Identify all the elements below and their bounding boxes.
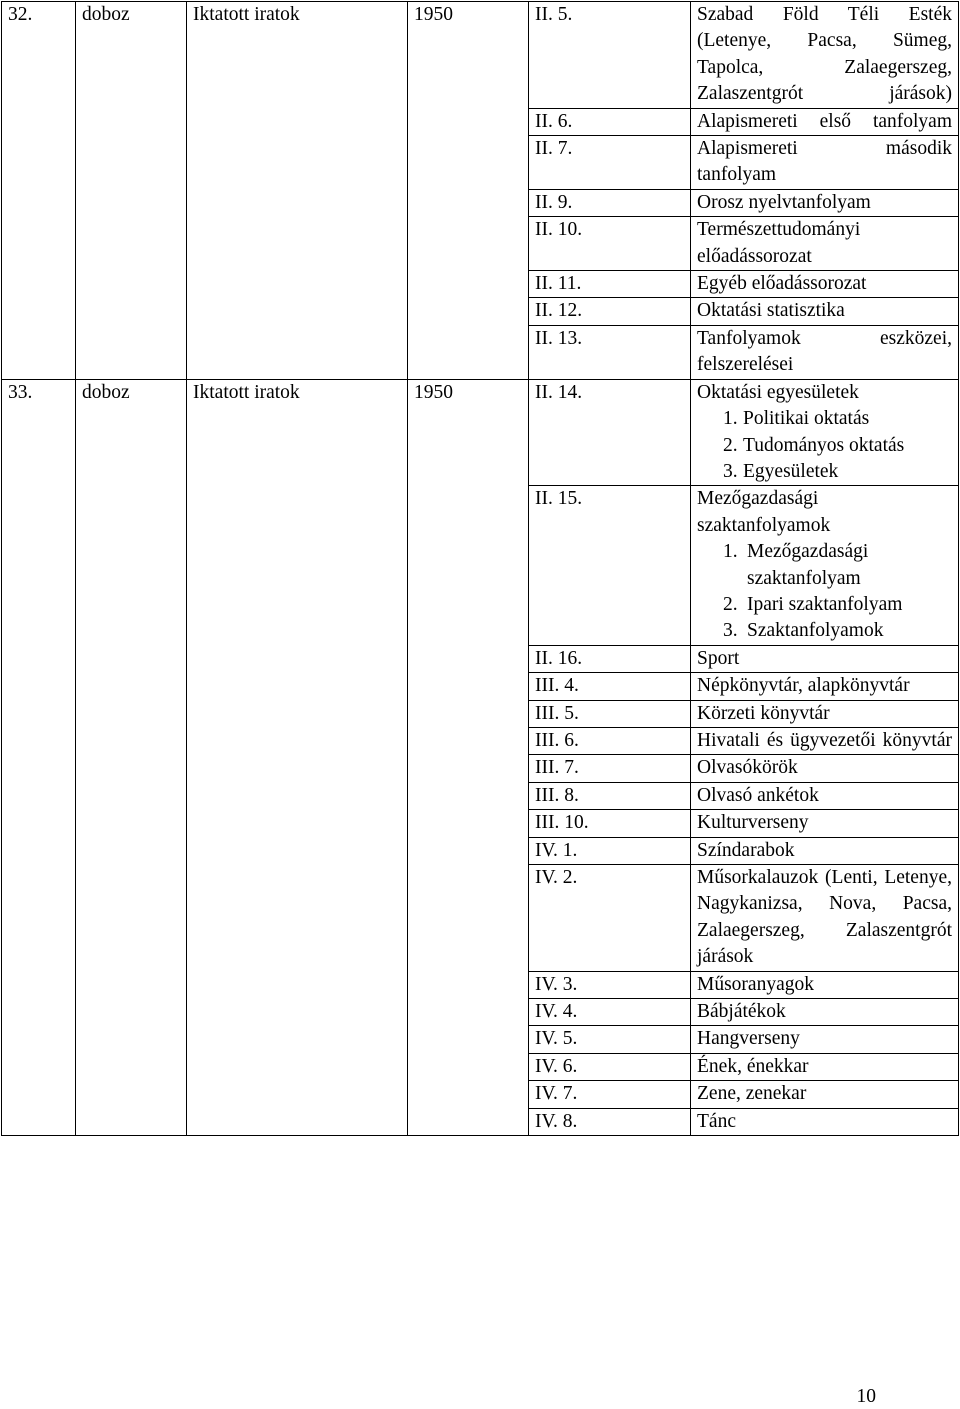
file-description: Orosz nyelvtanfolyam [697, 191, 871, 213]
file-description-cell [691, 673, 959, 700]
file-code: II. 13. [535, 327, 583, 349]
file-code: II. 15. [535, 488, 583, 510]
file-description-cell [691, 298, 959, 325]
file-description: Népkönyvtár, alapkönyvtár [697, 675, 910, 697]
file-code: II. 11. [535, 273, 582, 295]
record-year: 1950 [414, 4, 453, 25]
record-type-cell [187, 2, 408, 380]
box-unit-cell [76, 2, 187, 380]
archive-inventory-table [1, 1, 959, 1136]
file-description-cell [691, 700, 959, 727]
file-code: IV. 1. [535, 839, 578, 861]
file-code: IV. 2. [535, 867, 578, 888]
file-description-cell [691, 782, 959, 809]
record-year-cell [408, 379, 529, 1135]
file-code: III. 10. [535, 812, 589, 834]
file-code-cell [529, 325, 691, 379]
file-description-cell [691, 189, 959, 216]
file-description-cell [691, 2, 959, 109]
record-type-cell [187, 379, 408, 1135]
sub-item [697, 592, 958, 618]
file-description: Körzeti könyvtár [697, 702, 830, 724]
file-code-cell [529, 673, 691, 700]
sub-item-number: 2. [723, 434, 738, 456]
box-number: 33. [8, 381, 33, 403]
file-code-cell [529, 217, 691, 271]
box-number-cell [2, 2, 76, 380]
file-description: Tanfolyamok eszközei, felszerelései [697, 327, 952, 376]
sub-item-text: Tudományos oktatás [743, 434, 905, 456]
sub-item-text: Mezőgazdasági szaktanfolyam [747, 541, 869, 589]
box-unit: doboz [82, 381, 130, 403]
file-code: II. 14. [535, 381, 583, 403]
file-code: IV. 5. [535, 1028, 578, 1050]
file-description-cell [691, 865, 959, 972]
file-code: IV. 8. [535, 1110, 578, 1132]
file-code-cell [529, 2, 691, 109]
page-number: 10 [856, 1386, 876, 1407]
sub-item-number: 1. [723, 408, 738, 430]
file-description: Mezőgazdasági szaktanfolyamok [697, 488, 831, 536]
file-description-cell [691, 1081, 959, 1108]
record-type: Iktatott iratok [193, 381, 300, 403]
file-code-cell [529, 971, 691, 998]
file-description-cell [691, 136, 959, 190]
file-description: Színdarabok [697, 839, 795, 861]
sub-item-text: Szaktanfolyamok [747, 620, 884, 642]
file-code: III. 8. [535, 784, 579, 806]
file-description-cell [691, 379, 959, 486]
record-type: Iktatott iratok [193, 4, 300, 25]
sub-item [697, 618, 958, 644]
file-description-cell [691, 971, 959, 998]
file-description-cell [691, 1053, 959, 1080]
sub-item-text: Ipari szaktanfolyam [747, 593, 903, 615]
file-description: Természettudományi előadássorozat [697, 219, 861, 267]
file-description: Olvasó ankétok [697, 784, 819, 806]
file-description: Sport [697, 647, 740, 669]
sub-item-text: Politikai oktatás [743, 408, 870, 430]
file-code-cell [529, 1081, 691, 1108]
file-code-cell [529, 755, 691, 782]
file-code-cell [529, 1026, 691, 1053]
file-code: III. 7. [535, 757, 579, 779]
file-code: IV. 6. [535, 1055, 578, 1077]
file-code: II. 5. [535, 4, 573, 25]
file-description-cell [691, 999, 959, 1026]
file-code-cell [529, 865, 691, 972]
file-description-cell [691, 271, 959, 298]
file-description-cell [691, 810, 959, 837]
file-code: III. 4. [535, 675, 579, 697]
file-code: II. 12. [535, 300, 583, 322]
file-code-cell [529, 782, 691, 809]
file-description: Alapismereti második tanfolyam [697, 138, 952, 186]
file-description: Alapismereti első tanfolyam [697, 110, 952, 132]
file-code-cell [529, 999, 691, 1026]
file-code: IV. 7. [535, 1083, 578, 1105]
sub-item [697, 539, 958, 592]
file-description-cell [691, 217, 959, 271]
file-code-cell [529, 645, 691, 672]
file-code-cell [529, 379, 691, 486]
table-row [2, 379, 959, 486]
file-description: Hivatali és ügyvezetői könyvtár [697, 729, 952, 751]
box-unit: doboz [82, 4, 130, 25]
file-description: Műsoranyagok [697, 973, 814, 995]
file-code: II. 16. [535, 647, 583, 669]
file-description-cell [691, 1108, 959, 1135]
file-code: III. 5. [535, 702, 579, 724]
file-code: III. 6. [535, 729, 579, 751]
file-code-cell [529, 727, 691, 754]
file-description-cell [691, 486, 959, 645]
file-description: Bábjátékok [697, 1001, 786, 1023]
file-description-cell [691, 837, 959, 864]
file-code: IV. 3. [535, 973, 578, 995]
file-code: IV. 4. [535, 1001, 578, 1023]
file-description-cell [691, 727, 959, 754]
file-description-cell [691, 645, 959, 672]
sub-item-text: Egyesületek [743, 460, 839, 482]
file-code-cell [529, 486, 691, 645]
file-code: II. 6. [535, 110, 573, 132]
file-code-cell [529, 1108, 691, 1135]
sub-item [697, 433, 958, 459]
file-code-cell [529, 108, 691, 135]
file-description-cell [691, 1026, 959, 1053]
file-code-cell [529, 271, 691, 298]
file-code: II. 10. [535, 219, 583, 241]
box-unit-cell [76, 379, 187, 1135]
file-description: Oktatási statisztika [697, 300, 845, 322]
sub-item [697, 459, 958, 485]
file-description: Szabad Föld Téli Esték (Letenye, Pacsa, Sümeg, Tapolca, Zalaegerszeg, Zalaszentgrót járások) [697, 4, 952, 105]
box-number: 32. [8, 4, 33, 25]
file-code-cell [529, 837, 691, 864]
file-description-cell [691, 108, 959, 135]
record-year-cell [408, 2, 529, 380]
sub-item-number: 1. [723, 541, 738, 563]
record-year: 1950 [414, 381, 453, 403]
sub-item [697, 406, 958, 432]
file-code-cell [529, 700, 691, 727]
box-number-cell [2, 379, 76, 1135]
file-code: II. 7. [535, 138, 573, 160]
file-description: Oktatási egyesületek [697, 381, 859, 403]
table-row [2, 2, 959, 109]
file-description: Egyéb előadássorozat [697, 273, 867, 295]
file-description-cell [691, 325, 959, 379]
file-code-cell [529, 810, 691, 837]
file-description: Műsorkalauzok (Lenti, Letenye, Nagykanizsa, Nova, Pacsa, Zalaegerszeg, Zalaszentgrót járások [697, 867, 952, 968]
sub-item-number: 2. [723, 593, 738, 615]
file-description: Kulturverseny [697, 812, 809, 834]
file-code-cell [529, 136, 691, 190]
sub-item-number: 3. [723, 620, 738, 642]
file-description: Tánc [697, 1110, 736, 1132]
file-description: Zene, zenekar [697, 1083, 807, 1105]
file-description: Ének, énekkar [697, 1055, 809, 1077]
file-code: II. 9. [535, 191, 573, 213]
sub-item-number: 3. [723, 460, 738, 482]
file-description: Olvasókörök [697, 757, 798, 779]
file-description-cell [691, 755, 959, 782]
file-code-cell [529, 298, 691, 325]
file-code-cell [529, 1053, 691, 1080]
file-description: Hangverseny [697, 1028, 800, 1050]
file-code-cell [529, 189, 691, 216]
